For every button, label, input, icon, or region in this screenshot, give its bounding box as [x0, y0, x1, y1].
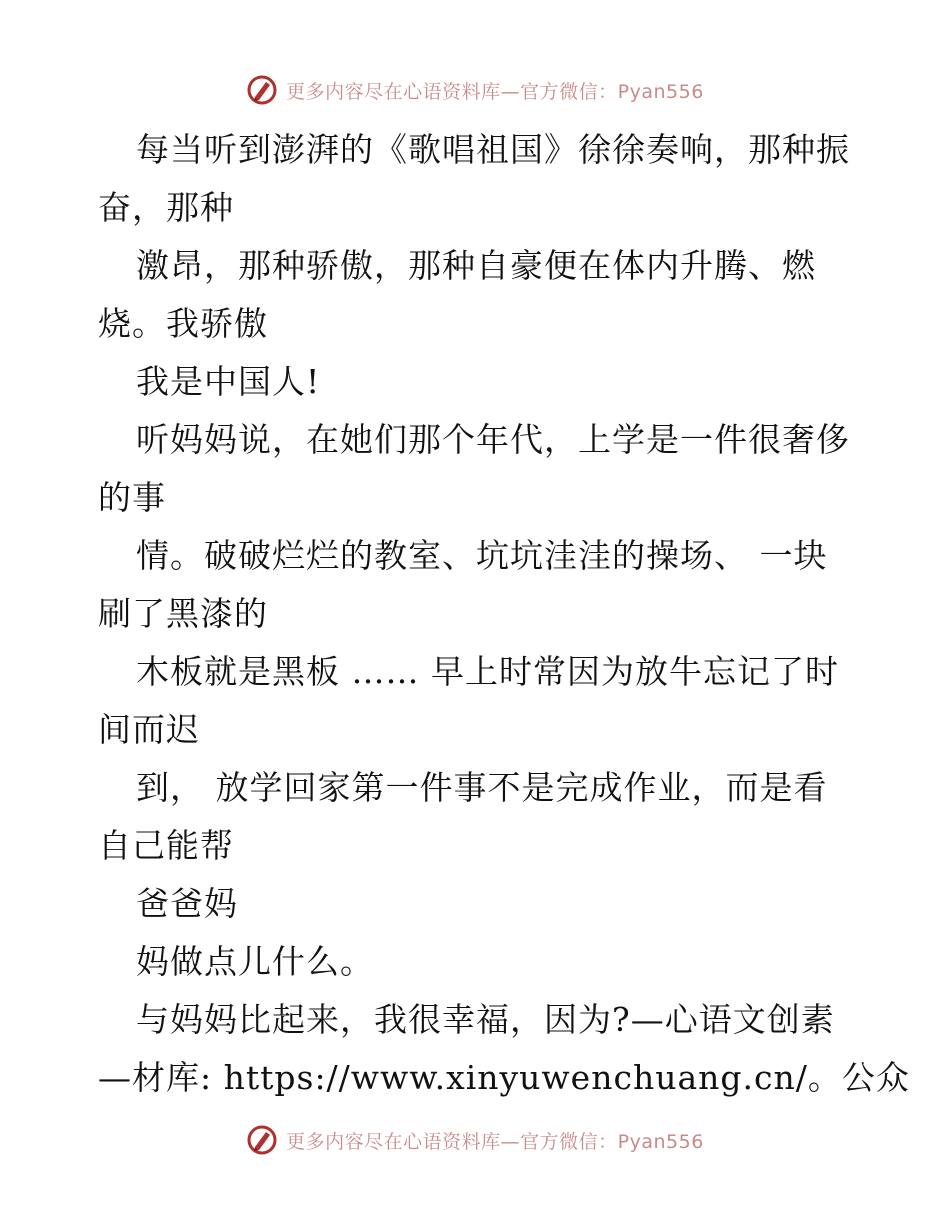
- text-line: 木板就是黑板 …… 早上时常因为放牛忘记了时: [136, 652, 839, 691]
- text-line: 刷了黑漆的: [98, 594, 268, 633]
- text-line: 与妈妈比起来，我很幸福，因为?—心语文创素: [136, 1000, 835, 1039]
- text-line: 间而迟: [98, 710, 200, 749]
- text-line: 到， 放学回家第一件事不是完成作业，而是看: [136, 768, 828, 807]
- text-line: 妈做点儿什么。: [136, 942, 374, 981]
- text-line: 激昂，那种骄傲，那种自豪便在体内升腾、燃: [136, 246, 816, 285]
- pen-logo-icon: [246, 74, 278, 106]
- text-line: —材库: https://www.xinyuwenchuang.cn/。公众: [98, 1058, 910, 1097]
- text-line: 情。破破烂烂的教室、坑坑洼洼的操场、 一块: [136, 536, 828, 575]
- text-line: 听妈妈说，在她们那个年代，上学是一件很奢侈: [136, 420, 850, 459]
- footer-banner: [0, 1120, 950, 1160]
- text-line: 奋，那种: [98, 188, 234, 227]
- banner-text: 更多内容尽在心语资料库—官方微信：Pyan556: [286, 80, 704, 103]
- text-line: 烧。我骄傲: [98, 304, 268, 343]
- pen-logo-icon: [246, 1124, 278, 1156]
- text-line: 的事: [98, 478, 166, 517]
- header-banner: [0, 70, 950, 110]
- text-line: 我是中国人!: [136, 362, 321, 401]
- text-line: 自己能帮: [98, 826, 234, 865]
- text-line: 每当听到澎湃的《歌唱祖国》徐徐奏响，那种振: [136, 130, 850, 169]
- banner-text: 更多内容尽在心语资料库—官方微信：Pyan556: [286, 1130, 704, 1153]
- text-line: 爸爸妈: [136, 884, 238, 923]
